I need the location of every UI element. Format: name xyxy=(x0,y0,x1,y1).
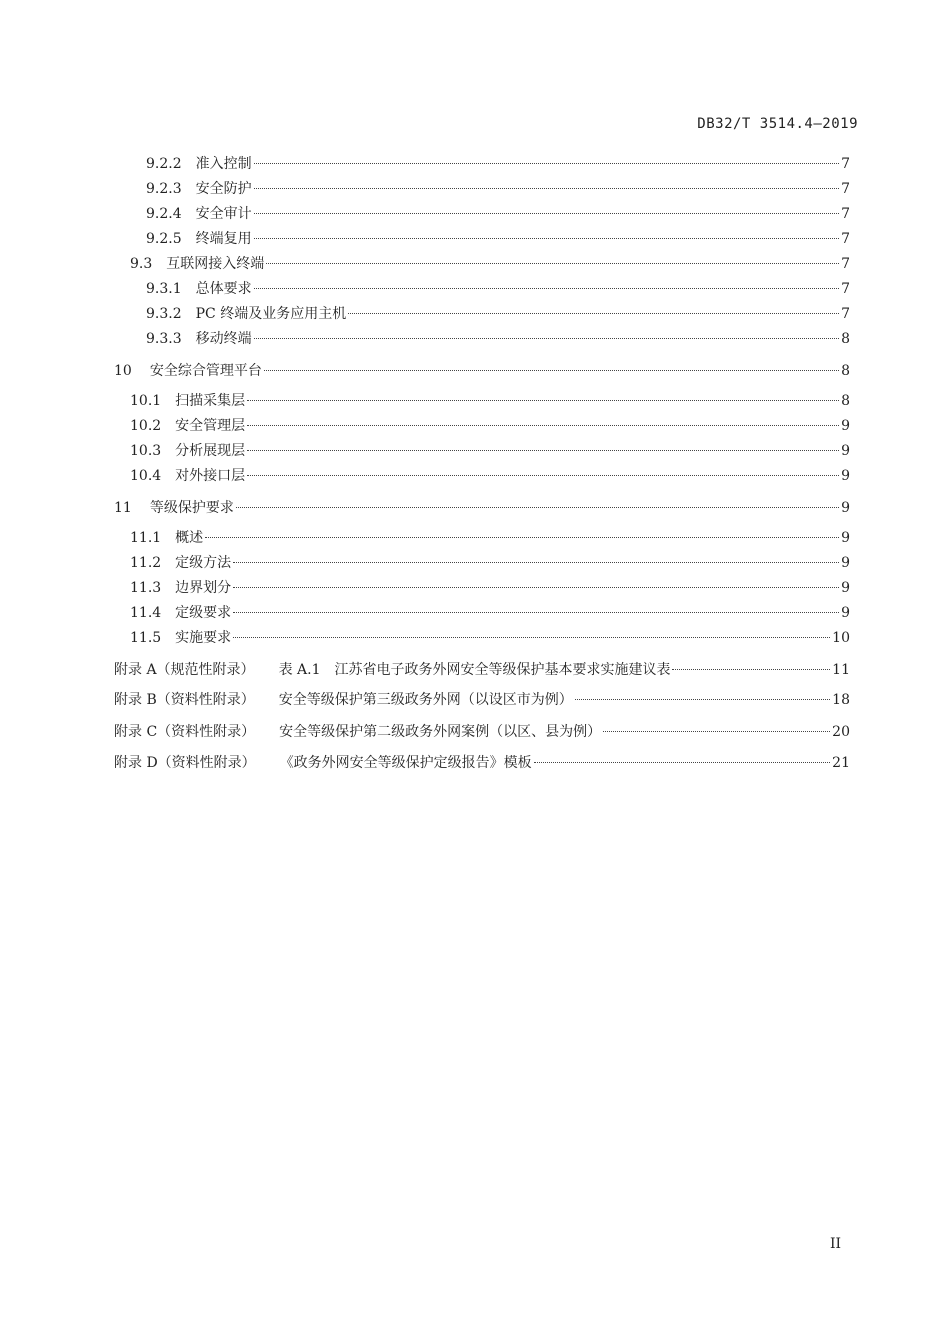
toc-entry[interactable] xyxy=(146,228,850,250)
dot-leader xyxy=(247,450,839,451)
toc-entry-page: 8 xyxy=(841,393,850,409)
toc-entry-number: 10.3 xyxy=(130,443,162,459)
toc-entry-number: 11.1 xyxy=(130,530,162,546)
toc-entry[interactable] xyxy=(114,689,850,711)
toc-entry[interactable] xyxy=(130,627,850,649)
toc-entry-page: 8 xyxy=(841,363,850,379)
toc-entry-title: 安全等级保护第三级政务外网（以设区市为例） xyxy=(278,692,573,708)
dot-leader xyxy=(575,699,830,700)
toc-entry-number: 10.1 xyxy=(130,393,162,409)
toc-entry[interactable] xyxy=(130,253,850,275)
toc-entry-title: 准入控制 xyxy=(195,156,252,172)
dot-leader xyxy=(254,188,839,189)
toc-entry-page: 9 xyxy=(841,530,850,546)
toc-entry-title: 《政务外网安全等级保护定级报告》模板 xyxy=(279,755,532,771)
toc-entry-page: 18 xyxy=(832,692,850,708)
toc-entry-title: 安全管理层 xyxy=(175,418,246,434)
toc-entry-number: 9.3.1 xyxy=(146,281,182,297)
toc-entry-number: 10 xyxy=(114,363,132,379)
toc-entry[interactable] xyxy=(114,497,850,519)
page-number: II xyxy=(830,1236,842,1252)
dot-leader xyxy=(254,238,839,239)
toc-entry-number: 9.3.2 xyxy=(146,306,182,322)
toc-entry[interactable] xyxy=(130,415,850,437)
toc-entry-page: 9 xyxy=(841,580,850,596)
dot-leader xyxy=(672,669,830,670)
toc-entry-title: 总体要求 xyxy=(195,281,252,297)
toc-entry-title: 实施要求 xyxy=(175,630,232,646)
toc-entry-number: 9.3.3 xyxy=(146,331,182,347)
toc-entry-number: 11.5 xyxy=(130,630,162,646)
dot-leader xyxy=(233,587,839,588)
dot-leader xyxy=(254,213,839,214)
toc-entry-number: 11 xyxy=(114,500,132,516)
toc-entry-page: 9 xyxy=(841,500,850,516)
toc-entry-title: 等级保护要求 xyxy=(149,500,234,516)
toc-entry-number: 9.3 xyxy=(130,256,153,272)
toc-entry-page: 20 xyxy=(832,724,850,740)
toc-entry-title: 边界划分 xyxy=(175,580,232,596)
dot-leader xyxy=(247,425,839,426)
toc-entry[interactable] xyxy=(146,178,850,200)
toc-entry-title: 扫描采集层 xyxy=(175,393,246,409)
toc-entry-number: 10.2 xyxy=(130,418,162,434)
toc-entry-number: 附录 C（资料性附录） xyxy=(114,724,256,740)
toc-entry[interactable] xyxy=(114,360,850,382)
dot-leader xyxy=(254,338,839,339)
toc-entry[interactable] xyxy=(130,390,850,412)
toc-entry-title: 安全等级保护第二级政务外网案例（以区、县为例） xyxy=(279,724,602,740)
toc-entry-number: 11.4 xyxy=(130,605,162,621)
toc-entry-page: 9 xyxy=(841,468,850,484)
toc-entry-page: 7 xyxy=(841,206,850,222)
toc-entry-number: 附录 B（资料性附录） xyxy=(114,692,255,708)
toc-entry-page: 7 xyxy=(841,256,850,272)
toc-entry-number: 9.2.4 xyxy=(146,206,182,222)
toc-entry-title: 互联网接入终端 xyxy=(166,256,265,272)
dot-leader xyxy=(247,400,839,401)
dot-leader xyxy=(348,313,839,314)
toc-entry-page: 7 xyxy=(841,231,850,247)
toc-entry[interactable] xyxy=(146,278,850,300)
toc-entry-page: 21 xyxy=(832,755,850,771)
dot-leader xyxy=(205,537,839,538)
toc-entry-number: 9.2.5 xyxy=(146,231,182,247)
toc-entry-page: 8 xyxy=(841,331,850,347)
dot-leader xyxy=(254,163,839,164)
dot-leader xyxy=(603,731,830,732)
toc-entry-page: 7 xyxy=(841,156,850,172)
toc-entry[interactable] xyxy=(130,602,850,624)
toc-entry[interactable] xyxy=(114,659,850,681)
dot-leader xyxy=(233,562,839,563)
toc-entry-title: 安全综合管理平台 xyxy=(149,363,262,379)
toc-entry-number: 9.2.2 xyxy=(146,156,182,172)
toc-entry[interactable] xyxy=(130,552,850,574)
toc-entry-page: 7 xyxy=(841,306,850,322)
toc-entry[interactable] xyxy=(114,752,850,774)
toc-entry-page: 10 xyxy=(832,630,850,646)
toc-entry-title: 安全防护 xyxy=(195,181,252,197)
toc-entry-number: 11.2 xyxy=(130,555,162,571)
toc-entry-number: 附录 A（规范性附录） xyxy=(114,662,255,678)
toc-entry-page: 7 xyxy=(841,281,850,297)
dot-leader xyxy=(534,762,830,763)
toc-entry[interactable] xyxy=(130,465,850,487)
toc-entry-page: 9 xyxy=(841,418,850,434)
toc-entry-title: 移动终端 xyxy=(195,331,252,347)
dot-leader xyxy=(233,612,839,613)
toc-entry-title: 概述 xyxy=(175,530,204,546)
toc-entry-page: 7 xyxy=(841,181,850,197)
toc-entry-page: 9 xyxy=(841,555,850,571)
toc-entry-title: 定级要求 xyxy=(175,605,232,621)
dot-leader xyxy=(266,263,839,264)
dot-leader xyxy=(254,288,839,289)
dot-leader xyxy=(264,370,839,371)
toc-entry[interactable] xyxy=(146,303,850,325)
toc-entry-title: PC 终端及业务应用主机 xyxy=(195,306,347,322)
toc-entry[interactable] xyxy=(146,203,850,225)
toc-entry-title: 终端复用 xyxy=(195,231,252,247)
toc-entry-title: 安全审计 xyxy=(195,206,252,222)
toc-entry-title: 对外接口层 xyxy=(175,468,246,484)
toc-entry-title: 定级方法 xyxy=(175,555,232,571)
dot-leader xyxy=(247,475,839,476)
toc-entry[interactable] xyxy=(146,153,850,175)
toc-entry[interactable] xyxy=(130,440,850,462)
toc-entry[interactable] xyxy=(130,527,850,549)
toc-entry-title: 表 A.1 江苏省电子政务外网安全等级保护基本要求实施建议表 xyxy=(278,662,671,678)
dot-leader xyxy=(236,507,839,508)
toc-entry-title: 分析展现层 xyxy=(175,443,246,459)
document-id: DB32/T 3514.4—2019 xyxy=(697,116,858,132)
toc-entry[interactable] xyxy=(130,577,850,599)
dot-leader xyxy=(233,637,830,638)
toc-entry-number: 附录 D（资料性附录） xyxy=(114,755,256,771)
toc-entry-page: 9 xyxy=(841,605,850,621)
toc-entry[interactable] xyxy=(114,721,850,743)
toc-entry-page: 9 xyxy=(841,443,850,459)
toc-entry-number: 11.3 xyxy=(130,580,162,596)
toc-entry-page: 11 xyxy=(832,662,850,678)
toc-entry-number: 10.4 xyxy=(130,468,162,484)
toc-entry-number: 9.2.3 xyxy=(146,181,182,197)
toc-entry[interactable] xyxy=(146,328,850,350)
